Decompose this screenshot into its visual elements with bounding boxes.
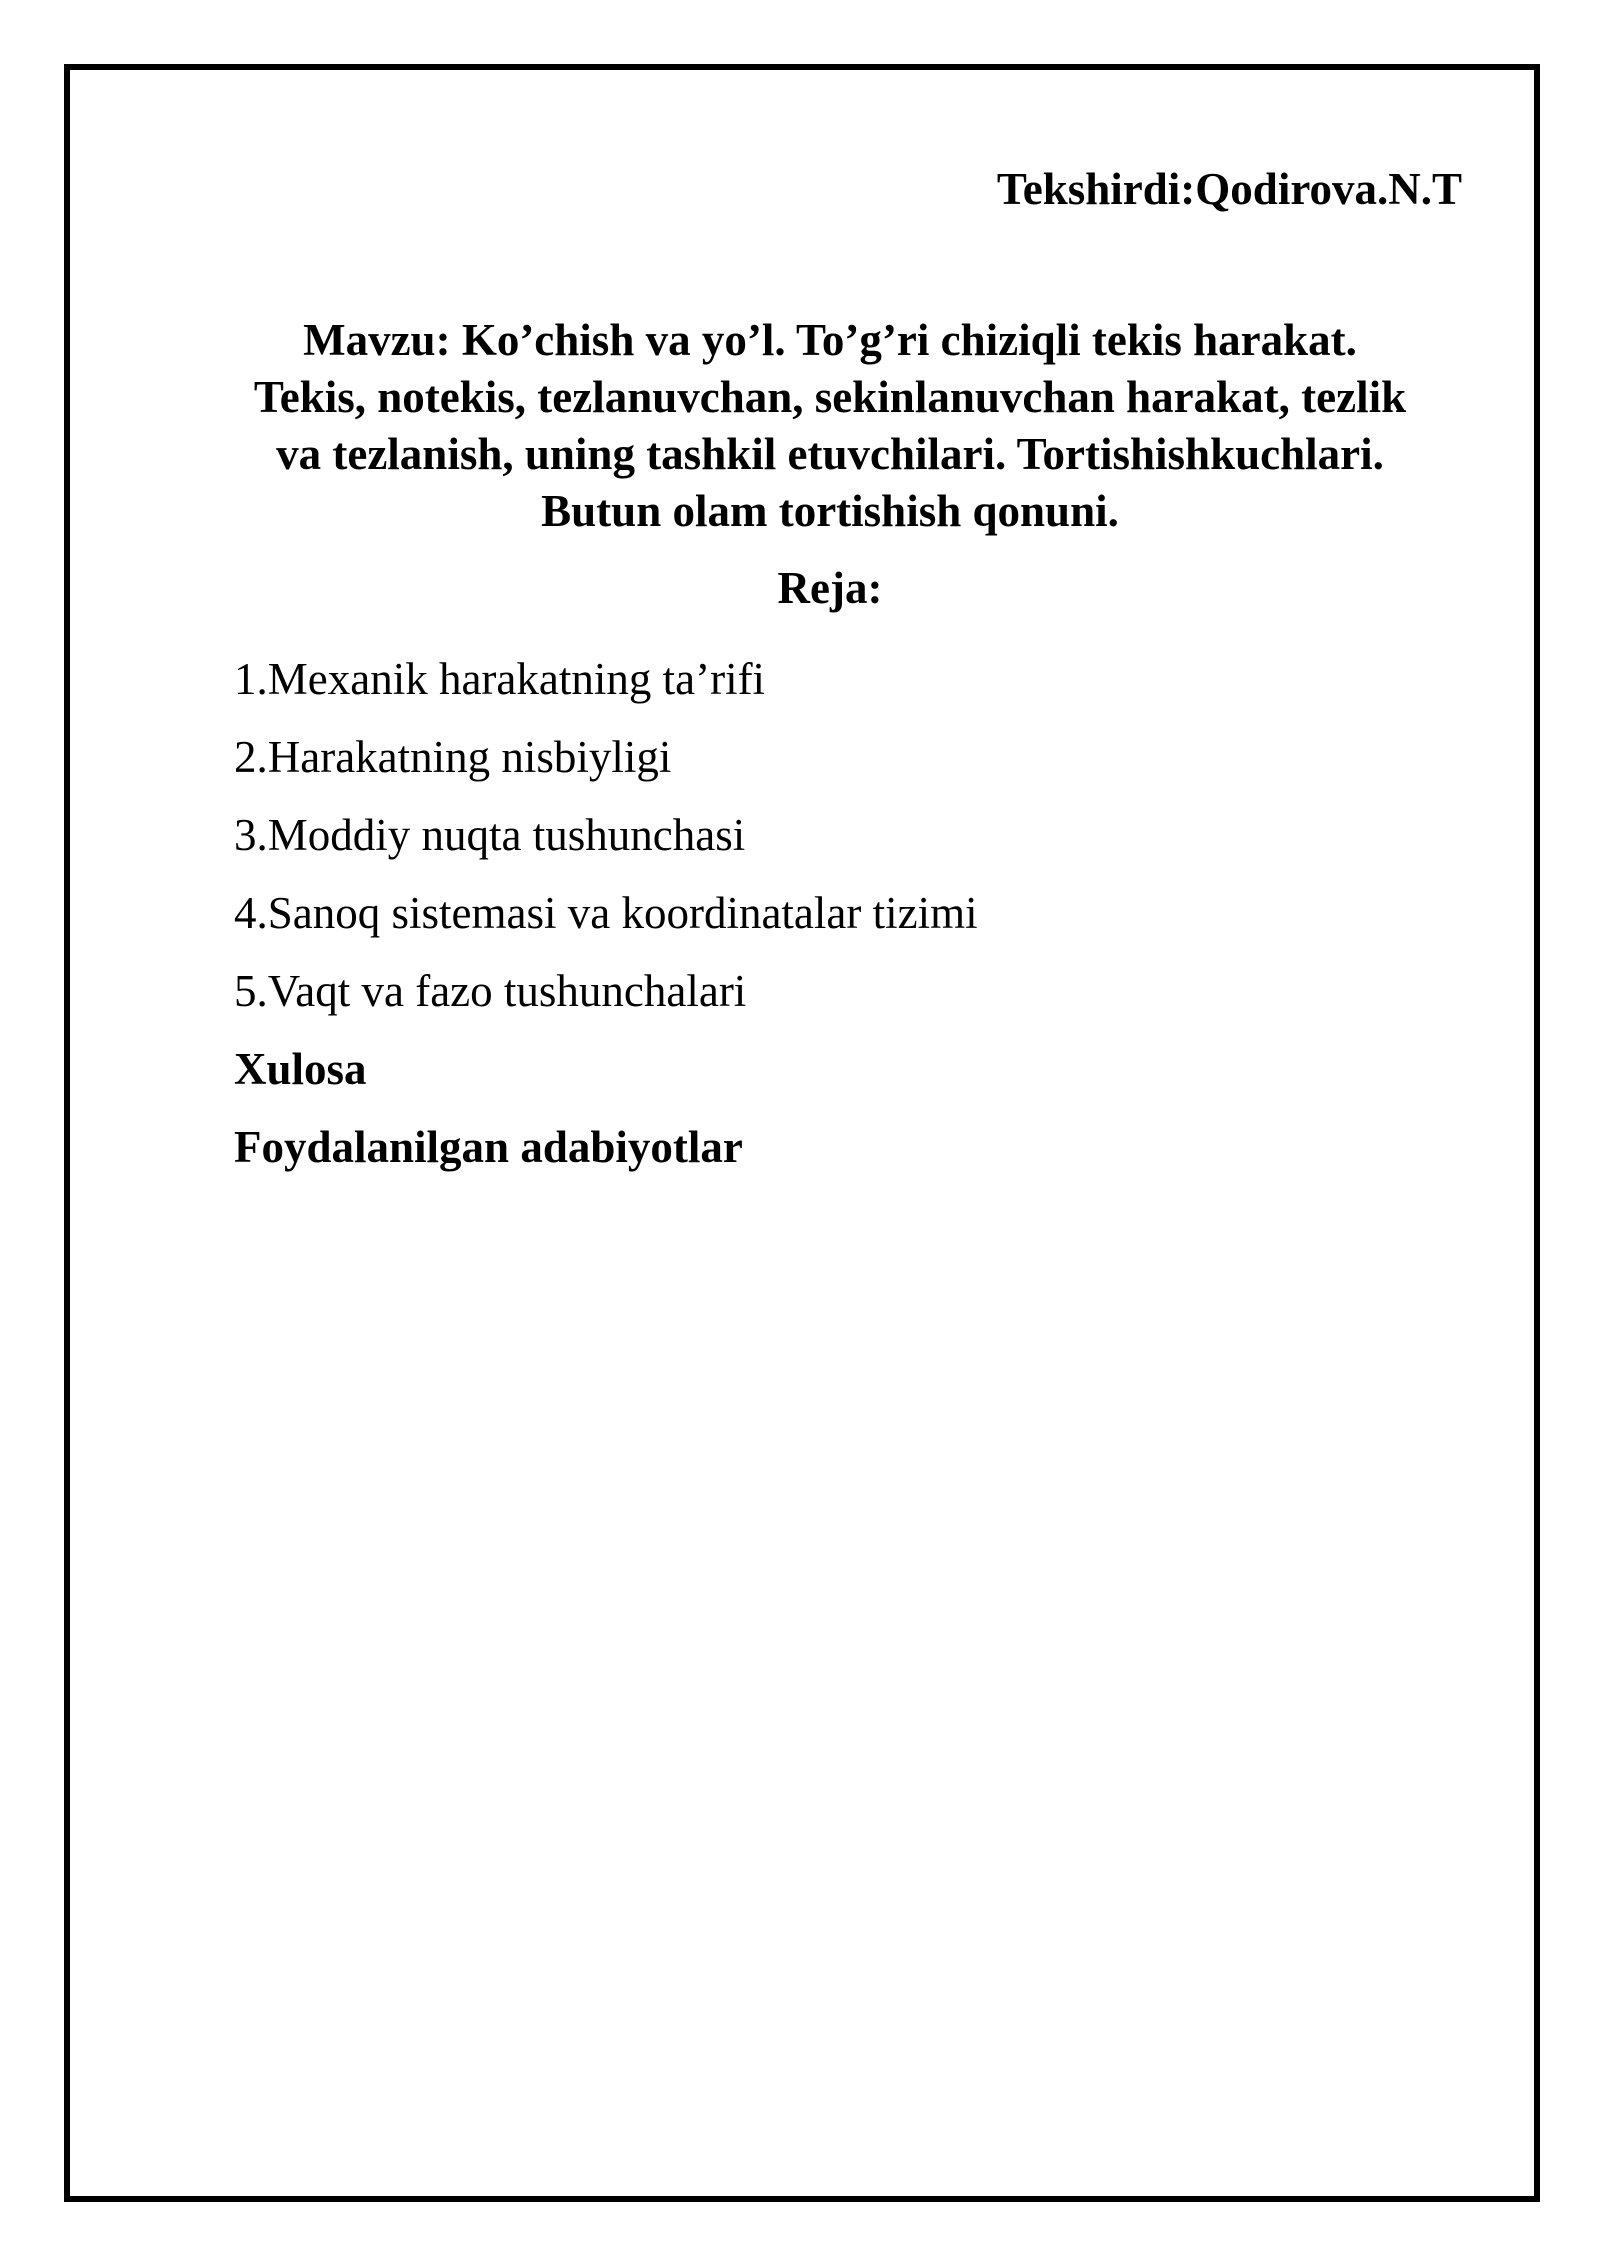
topic-title — [230, 312, 1430, 540]
checker-line: Tekshirdi:Qodirova.N.T — [996, 164, 1462, 214]
plan-list — [234, 640, 978, 1186]
topic-line-1: Mavzu: Ko’chish va yo’l. To’g’ri chiziqli tekis harakat. — [303, 315, 1357, 365]
conclusion-item: Xulosa — [234, 1044, 367, 1094]
plan-item-5: 5.Vaqt va fazo tushunchalari — [234, 966, 747, 1016]
plan-item-3: 3.Moddiy nuqta tushunchasi — [234, 810, 746, 860]
topic-line-3: va tezlanish, uning tashkil etuvchilari. Tortishishkuchlari. — [276, 429, 1384, 479]
references-item: Foydalanilgan adabiyotlar — [234, 1122, 743, 1172]
plan-heading: Reja: — [777, 563, 883, 613]
topic-line-2: Tekis, notekis, tezlanuvchan, sekinlanuvchan harakat, tezlik — [253, 372, 1407, 422]
plan-item-4: 4.Sanoq sistemasi va koordinatalar tizimi — [234, 888, 978, 938]
topic-line-4: Butun olam tortishish qonuni. — [541, 486, 1119, 536]
page-border — [64, 64, 1540, 2202]
plan-item-2: 2.Harakatning nisbiyligi — [234, 732, 672, 782]
plan-item-1: 1.Mexanik harakatning ta’rifi — [234, 654, 766, 704]
